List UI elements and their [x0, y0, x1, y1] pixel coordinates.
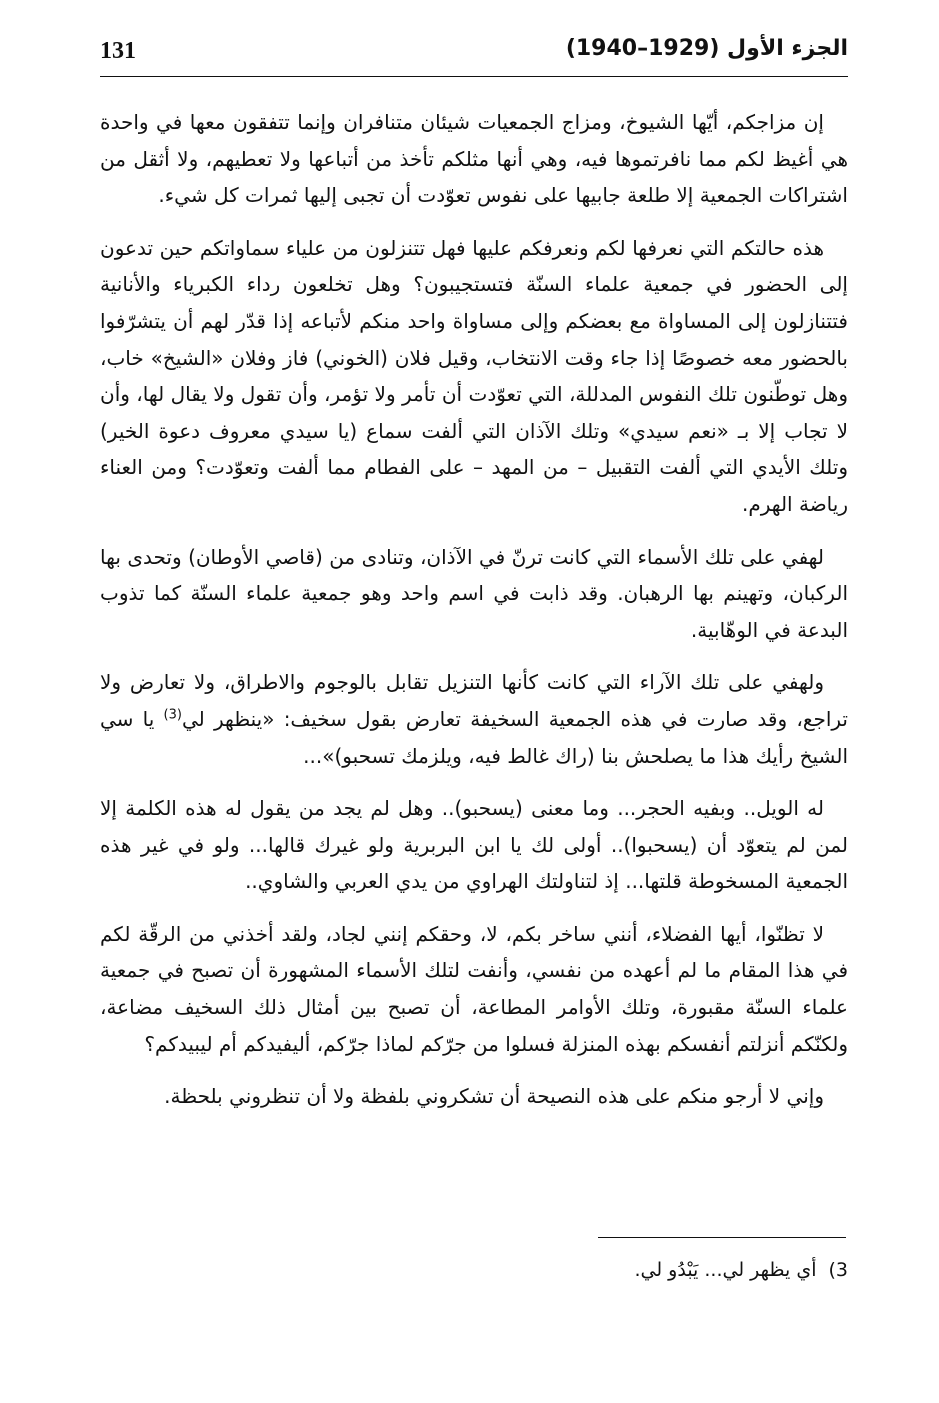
paragraph-6: لا تظنّوا، أيها الفضلاء، أنني ساخر بكم، لا، وحقكم إنني لجاد، ولقد أخذني من الرقّة لكم في هذا المقام ما لم أعهده من نفسي، وأنفت لتلك الأسماء المشهورة أن تصبح في جمعية علماء السنّة مقبورة، وتلك الأوامر المطاعة، أن تصبح بين أمثال ذلك السخيف مضاعة، ولكنّكم أنزلتم أنفسكم بهذه المنزلة فسلوا من جرّكم لماذا جرّكم، أليفيدكم أم ليبيدكم؟	[100, 921, 848, 1056]
paragraph-3: لهفي على تلك الأسماء التي كانت ترنّ في الآذان، وتنادى من (قاصي الأوطان) وتحدى بها الركبان، وتهينم بها الرهبان. وقد ذابت في اسم واحد وهو جمعية علماء السنّة كما تذوب البدعة في الوهّابية.	[100, 544, 848, 642]
paragraph-2: هذه حالتكم التي نعرفها لكم ونعرفكم عليها فهل تتنزلون من علياء سماواتكم حين تدعون إلى الحضور في جمعية علماء السنّة فتستجيبون؟ وهل تخلعون رداء الكبرياء والأنانية فتتنازلون إلى المساواة مع بعضكم وإلى مساواة واحد منكم لأتباعه إذا قدّر لهم أن يتشرّفوا بالحضور معه خصوصًا إذا جاء وقت الانتخاب، وقيل فلان (الخوني) فاز وفلان «الشيخ» خاب، وهل توطّنون تلك النفوس المدللة، التي تعوّدت أن تأمر ولا تؤمر، وأن تقول ولا يقال لها، وأن لا تجاب إلا بـ «نعم سيدي» وتلك الآذان التي ألفت سماع (يا سيدي معروف دعوة الخير) وتلك الأيدي التي ألفت التقبيل – من المهد – على الفطام مما ألفت وتعوّدت؟ ومن العناء رياضة الهرم.	[100, 235, 848, 516]
paragraph-4	[100, 664, 848, 774]
header-divider	[100, 76, 848, 77]
page-header	[100, 32, 848, 72]
footnote-reference: (3)	[163, 707, 182, 723]
footnote-text: أي يظهر لي... يَبْدُو لي.	[634, 1259, 817, 1281]
running-title: الجزء الأول (1929–1940)	[565, 36, 848, 61]
paragraph-5: له الويل.. وبفيه الحجر... وما معنى (يسحبو).. وهل لم يجد من يقول له هذه الكلمة إلا لمن لم يتعوّد أن (يسحبوا).. أولى لك يا ابن البربرية ولو غيرك قالها... ولو في غير هذه الجمعية المسخوطة قلتها... إذ لتناولتك الهراوي من يدي العربي والشاوي..	[100, 796, 848, 894]
page-number: 131	[100, 38, 136, 64]
paragraph-4-start: ولهفي على تلك الآراء التي كانت كأنها التنزيل تقابل بالوجوم والاطراق، ولا تعارض ولا تراجع، وقد صارت في هذه الجمعية السخيفة تعارض بقول سخيف: «ينظهر لي	[100, 670, 848, 731]
main-text	[100, 104, 848, 1131]
footnote	[100, 1256, 848, 1284]
footnote-marker: (3	[828, 1259, 848, 1281]
paragraph-1: إن مزاجكم، أيّها الشيوخ، ومزاج الجمعيات شيئان متنافران وإنما تتفقون معها في واحدة هي أغيظ لكم مما نافرتموها فيه، وهي أنها مثلكم تأخذ من أتباعها ولا تعطيهم، ولا أثقل من اشتراكات الجمعية إلا طلعة جابيها على نفوس تعوّدت أن تجبى إليها ثمرات كل شيء.	[100, 110, 848, 208]
paragraph-7: وإني لا أرجو منكم على هذه النصيحة أن تشكروني بلفظة ولا أن تنظروني بلحظة.	[164, 1084, 824, 1109]
paragraph-4-end: يا سي الشيخ رأيك هذا ما يصلحش بنا (راك غالط فيه، ويلزمك تسحبو)»...	[100, 706, 848, 768]
footnote-divider	[598, 1237, 846, 1238]
